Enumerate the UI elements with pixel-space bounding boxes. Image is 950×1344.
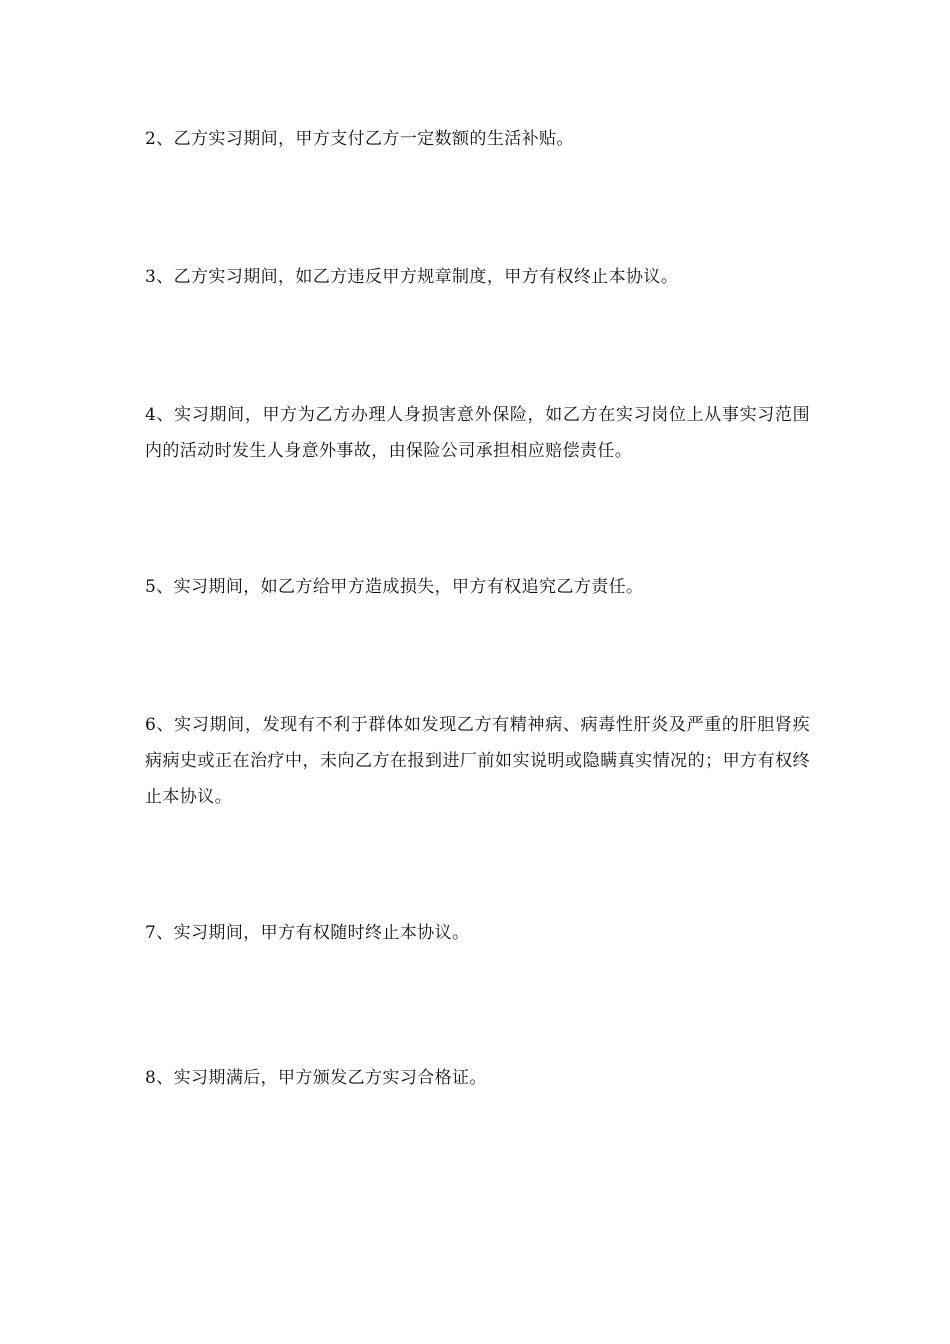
- clause-3: 3、乙方实习期间，如乙方违反甲方规章制度，甲方有权终止本协议。: [145, 267, 679, 287]
- clause-4: 4、实习期间，甲方为乙方办理人身损害意外保险，如乙方在实习岗位上从事实习范围内的活动时发生人身意外事故，由保险公司承担相应赔偿责任。: [145, 405, 810, 461]
- clause-5: 5、实习期间，如乙方给甲方造成损失，甲方有权追究乙方责任。: [145, 577, 644, 597]
- clause-2: 2、乙方实习期间，甲方支付乙方一定数额的生活补贴。: [145, 129, 574, 149]
- clause-6: 6、实习期间，发现有不利于群体如发现乙方有精神病、病毒性肝炎及严重的肝胆肾疾病病史或正在治疗中，未向乙方在报到进厂前如实说明或隐瞒真实情况的；甲方有权终止本协议。: [145, 715, 810, 807]
- clause-8: 8、实习期满后，甲方颁发乙方实习合格证。: [145, 1068, 487, 1088]
- clause-7: 7、实习期间，甲方有权随时终止本协议。: [145, 923, 470, 943]
